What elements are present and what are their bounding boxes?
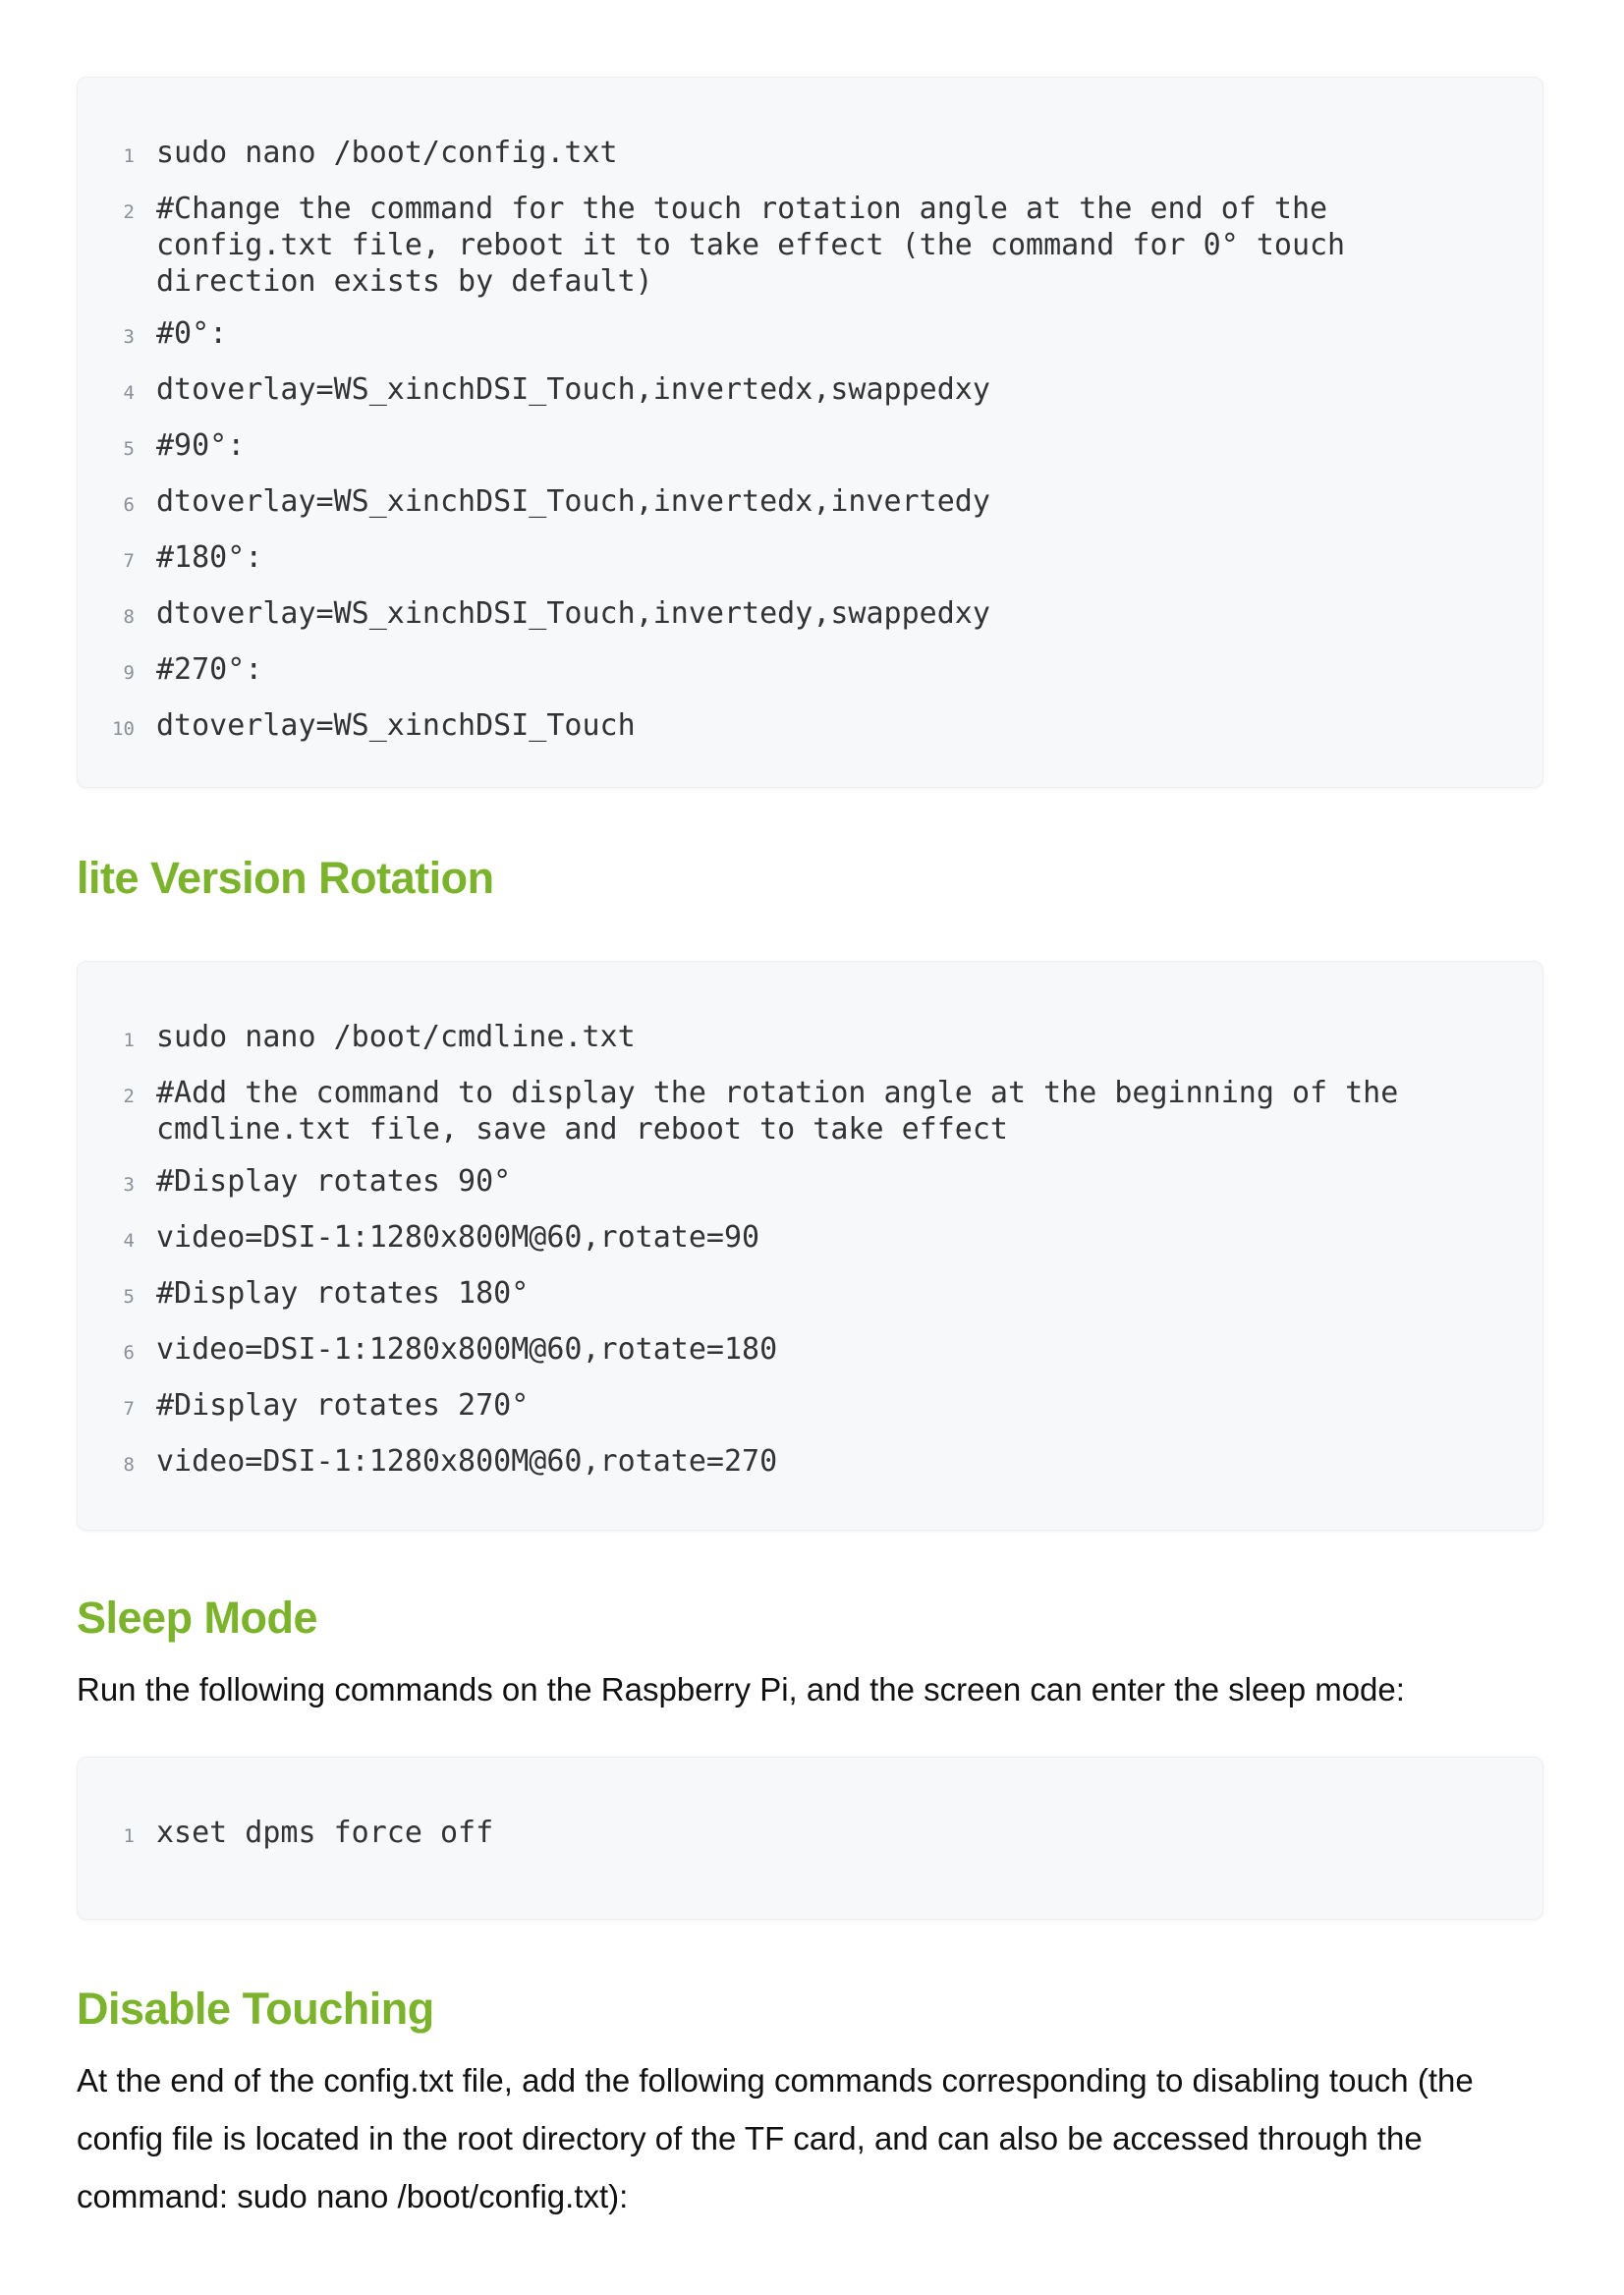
- code-line: [78, 1443, 1484, 1483]
- code-line: [78, 315, 1484, 356]
- code-line: [78, 135, 1484, 175]
- code-line: [78, 539, 1484, 580]
- code-text: #90°:: [156, 428, 246, 463]
- code-block-sleep: [77, 1757, 1543, 1920]
- code-line: [78, 1163, 1484, 1203]
- code-text: video=DSI-1:1280x800M@60,rotate=180: [156, 1332, 778, 1367]
- code-line: [78, 483, 1484, 524]
- line-number: 5: [123, 1286, 135, 1308]
- code-text: video=DSI-1:1280x800M@60,rotate=90: [156, 1220, 760, 1255]
- code-line: [78, 427, 1484, 468]
- line-number: 4: [123, 1230, 135, 1252]
- sleep-mode-description: Run the following commands on the Raspberry Pi, and the screen can enter the sleep mode:: [77, 1671, 1405, 1707]
- line-number: 10: [112, 718, 135, 740]
- code-line: [78, 707, 1484, 748]
- code-line: [78, 1387, 1484, 1427]
- line-number: 9: [123, 662, 135, 684]
- code-text: #Add the command to display the rotation angle at the beginning of the cmdline.txt file, save and reboot to take effect: [156, 1076, 1417, 1147]
- line-number: 5: [123, 438, 135, 460]
- code-text: xset dpms force off: [156, 1816, 494, 1850]
- code-text: dtoverlay=WS_xinchDSI_Touch,invertedx,invertedy: [156, 484, 990, 519]
- code-line: [78, 595, 1484, 636]
- line-number: 1: [123, 1030, 135, 1051]
- code-text: #270°:: [156, 652, 263, 687]
- line-number: 2: [123, 201, 135, 223]
- code-line: [78, 191, 1484, 300]
- code-line: [78, 371, 1484, 412]
- line-number: 8: [123, 606, 135, 628]
- line-number: 4: [123, 382, 135, 404]
- code-line: [78, 651, 1484, 692]
- code-line: [78, 1019, 1484, 1059]
- code-text: dtoverlay=WS_xinchDSI_Touch,invertedy,swappedxy: [156, 596, 990, 631]
- code-text: #Display rotates 180°: [156, 1276, 530, 1311]
- code-line: [78, 1219, 1484, 1259]
- line-number: 7: [123, 550, 135, 572]
- code-line: [78, 1331, 1484, 1371]
- code-text: #Display rotates 270°: [156, 1388, 530, 1423]
- code-text: dtoverlay=WS_xinchDSI_Touch,invertedx,swappedxy: [156, 372, 990, 407]
- line-number: 8: [123, 1454, 135, 1476]
- heading-sleep-mode: Sleep Mode: [77, 1593, 318, 1643]
- heading-lite-version-rotation: lite Version Rotation: [77, 853, 494, 903]
- line-number: 2: [123, 1086, 135, 1107]
- line-number: 3: [123, 326, 135, 348]
- code-line: [78, 1075, 1484, 1148]
- code-line: [78, 1815, 1484, 1855]
- disable-touching-description: At the end of the config.txt file, add the following commands corresponding to disabling touch (the config file is located in the root directory of the TF card, and can also be accessed through the command: sudo nano /boot/config.txt):: [77, 2062, 1474, 2214]
- code-lines: [78, 1019, 1484, 1483]
- code-block-touch-rotation: [77, 77, 1543, 788]
- line-number: 1: [123, 145, 135, 167]
- code-text: #180°:: [156, 540, 263, 575]
- line-number: 3: [123, 1174, 135, 1196]
- code-line: [78, 1275, 1484, 1315]
- code-text: #0°:: [156, 316, 228, 351]
- code-text: sudo nano /boot/cmdline.txt: [156, 1020, 636, 1054]
- code-text: video=DSI-1:1280x800M@60,rotate=270: [156, 1444, 778, 1479]
- heading-disable-touching: Disable Touching: [77, 1984, 434, 2034]
- code-text: sudo nano /boot/config.txt: [156, 136, 618, 170]
- code-lines: [78, 1815, 1484, 1855]
- line-number: 7: [123, 1398, 135, 1420]
- code-text: dtoverlay=WS_xinchDSI_Touch: [156, 708, 636, 743]
- line-number: 1: [123, 1825, 135, 1847]
- line-number: 6: [123, 1342, 135, 1364]
- code-text: #Change the command for the touch rotation angle at the end of the config.txt file, reboot it to take effect (the command for 0° touch direction exists by default): [156, 192, 1364, 299]
- code-block-lite-rotation: [77, 961, 1543, 1531]
- line-number: 6: [123, 494, 135, 516]
- code-lines: [78, 135, 1484, 748]
- code-text: #Display rotates 90°: [156, 1164, 512, 1199]
